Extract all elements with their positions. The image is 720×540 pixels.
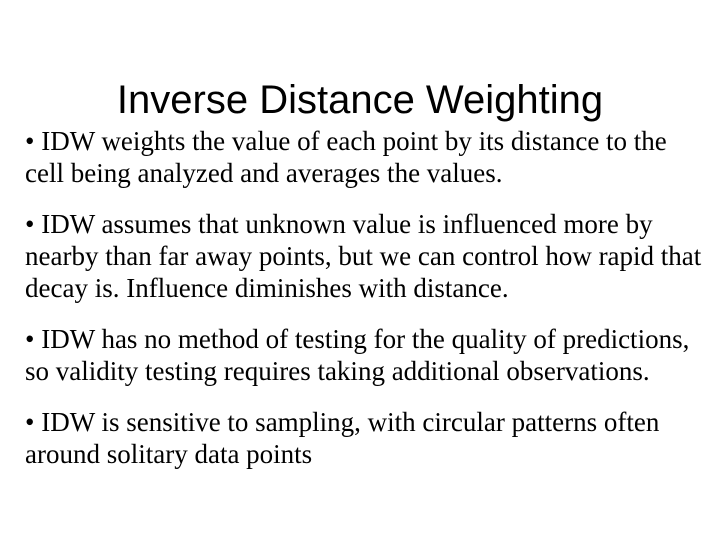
bullet-item: • IDW is sensitive to sampling, with circular patterns often around solitary data points (25, 407, 660, 469)
bullet-list (25, 125, 705, 489)
bullet-item: • IDW has no method of testing for the quality of predictions, so validity testing requires taking additional observations. (25, 324, 690, 386)
bullet-item: • IDW assumes that unknown value is influenced more by nearby than far away points, but we can control how rapid that decay is. Influence diminishes with distance. (25, 209, 702, 303)
slide-title: Inverse Distance Weighting (116, 78, 604, 122)
bullet-item: • IDW weights the value of each point by its distance to the cell being analyzed and averages the values. (25, 126, 667, 188)
